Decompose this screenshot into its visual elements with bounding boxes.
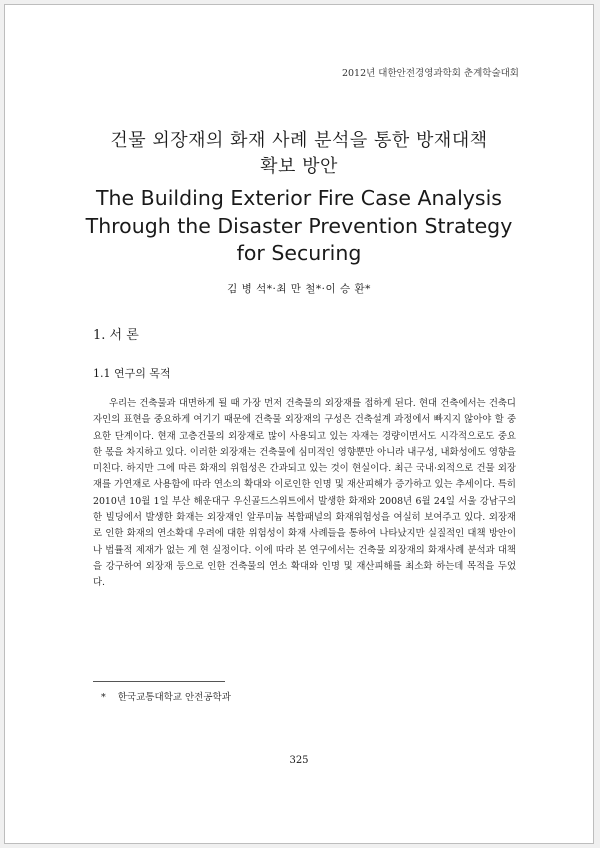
author-list: 김 병 석*·최 만 철*·이 승 환* xyxy=(227,283,371,295)
korean-title-line-2: 확보 방안 xyxy=(260,156,338,177)
korean-title-line-1: 건물 외장재의 화재 사례 분석을 통한 방재대책 xyxy=(110,130,488,151)
section-heading: 1. 서 론 xyxy=(93,328,139,343)
footnote-affiliation: 한국교통대학교 안전공학과 xyxy=(117,692,231,703)
english-title-line-3: for Securing xyxy=(236,241,362,265)
footnote-divider xyxy=(93,681,225,682)
english-title-line-2: Through the Disaster Prevention Strategy xyxy=(85,213,513,238)
korean-title xyxy=(5,128,593,180)
subsection-heading: 1.1 연구의 목적 xyxy=(93,367,171,380)
body-paragraph: 우리는 건축물과 대면하게 될 때 가장 먼저 건축물의 외장재를 접하게 된다. 현대 건축에서는 건축디자인의 표현을 중요하게 여기기 때문에 건축물 외장재의 구성은 건축설계 과정에서 빠지지 않아야 할 중요한 단계이다. 현재 고층건물의 외장재로 많이 사용되고 있는 자재는 경량이면서도 시각적으로도 중요한 몫을 차지하고 있다. 이러한 외장재는 건축물에 심미적인 영향뿐만 아니라 내구성, 내화성에도 영향을 미친다. 하지만 그에 따른 화재의 위험성은 간과되고 있는 것이 현실이다. 최근 국내·외적으로 건물 외장재를 가연재로 사용함에 따라 연소의 확대와 이로인한 인명 및 재산피해가 증가하고 있는 추세이다. 특히 2010년 10월 1일 부산 해운대구 우신골드스위트에서 발생한 화재와 2008년 6월 24일 서울 강남구의 한 빌딩에서 발생한 화재는 외장재인 알루미늄 복합패널의 화재위험성을 여실히 보여주고 있다. 외장재로 인한 화재의 연소확대 우려에 대한 위험성이 화재 사례들을 통하여 나타났지만 실질적인 대책 방안이나 법률적 제재가 없는 게 현 실정이다. 이에 따라 본 연구에서는 건축물 외장재의 화재사례 분석과 대책을 강구하여 외장재 등으로 인한 건축물의 연소 확대와 인명 및 재산피해를 최소화 하는데 목적을 두었다. xyxy=(93,398,516,589)
english-title xyxy=(5,185,593,268)
english-title-line-1: The Building Exterior Fire Case Analysis xyxy=(96,186,502,210)
footnote xyxy=(101,689,231,703)
footnote-mark: * xyxy=(101,692,106,703)
conference-header: 2012년 대한안전경영과학회 춘계학술대회 xyxy=(341,68,519,79)
page-number: 325 xyxy=(289,755,309,766)
paper-page xyxy=(4,4,594,844)
